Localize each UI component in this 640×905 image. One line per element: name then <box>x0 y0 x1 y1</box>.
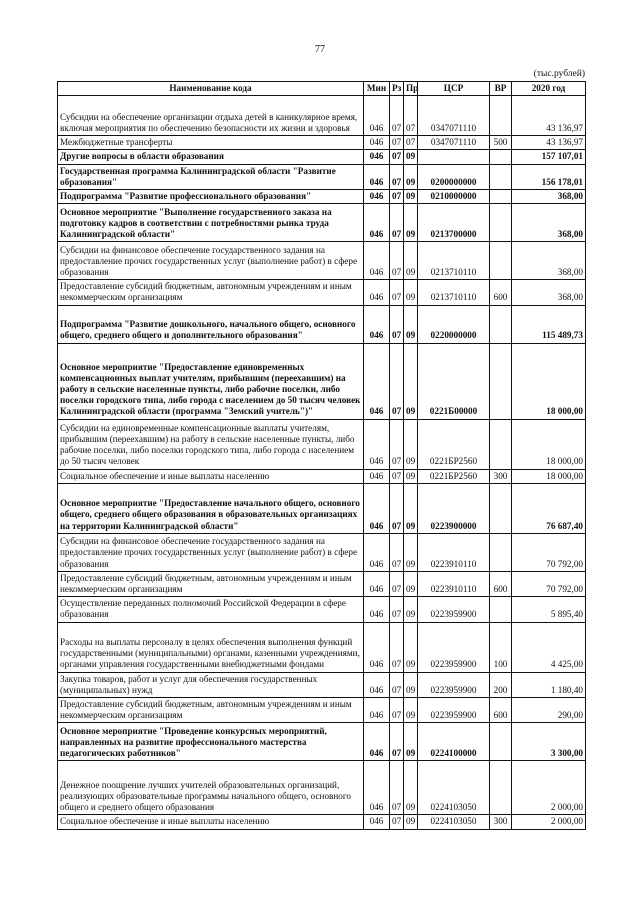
row-vr-cell: 300 <box>490 469 512 483</box>
row-name-cell: Субсидии на финансовое обеспечение государственного задания на предоставление прочих государственных услуг (выполнение работ) в сфере образования <box>58 533 364 571</box>
row-sum-cell: 18 000,00 <box>512 419 586 469</box>
row-name-cell: Другие вопросы в области образования <box>58 150 364 164</box>
row-pr-cell: 09 <box>404 164 418 189</box>
col-header-year: 2020 год <box>512 82 586 96</box>
row-sum-cell: 368,00 <box>512 242 586 280</box>
row-pr-cell: 09 <box>404 571 418 596</box>
table-row <box>58 419 586 469</box>
row-csr-cell: 0223910110 <box>418 533 490 571</box>
row-min-cell: 046 <box>364 190 390 204</box>
row-csr-cell: 0224100000 <box>418 723 490 761</box>
row-name-cell: Основное мероприятие "Проведение конкурсных мероприятий, направленных на развитие профессионального мастерства педагогических работников" <box>58 723 364 761</box>
header-row <box>58 82 586 96</box>
row-vr-cell: 600 <box>490 571 512 596</box>
row-name-cell: Основное мероприятие "Выполнение государственного заказа на подготовку кадров в соответствии с потребностями рынка труда Калининградской области" <box>58 204 364 242</box>
row-rz-cell: 07 <box>390 419 404 469</box>
row-sum-cell: 368,00 <box>512 280 586 305</box>
row-vr-cell: 600 <box>490 280 512 305</box>
table-row <box>58 136 586 150</box>
row-sum-cell: 157 107,01 <box>512 150 586 164</box>
row-rz-cell: 07 <box>390 150 404 164</box>
row-csr-cell: 0224103050 <box>418 761 490 815</box>
row-sum-cell: 70 792,00 <box>512 533 586 571</box>
row-rz-cell: 07 <box>390 280 404 305</box>
col-header-name: Наименование кода <box>58 82 364 96</box>
row-rz-cell: 07 <box>390 190 404 204</box>
row-min-cell: 046 <box>364 571 390 596</box>
unit-note: (тыс.рублей) <box>533 69 585 79</box>
row-sum-cell: 2 000,00 <box>512 815 586 829</box>
row-csr-cell: 0213710110 <box>418 242 490 280</box>
row-csr-cell: 0223910110 <box>418 571 490 596</box>
table-row <box>58 96 586 136</box>
row-vr-cell <box>490 483 512 533</box>
row-rz-cell: 07 <box>390 242 404 280</box>
row-csr-cell: 0213700000 <box>418 204 490 242</box>
col-header-vr: ВР <box>490 82 512 96</box>
row-pr-cell: 09 <box>404 190 418 204</box>
row-pr-cell: 09 <box>404 150 418 164</box>
table-row <box>58 815 586 829</box>
row-csr-cell: 0347071110 <box>418 136 490 150</box>
row-sum-cell: 18 000,00 <box>512 343 586 419</box>
row-name-cell: Основное мероприятие "Предоставление единовременных компенсационных выплат учителям, прибывшим (переехавшим) на работу в сельские населенные пункты, либо рабочие поселки, либо поселки городского типа, либо города с населением до 50 тысяч человек Калининградской области (программа "Земский учитель")" <box>58 343 364 419</box>
table-row <box>58 242 586 280</box>
row-sum-cell: 76 687,40 <box>512 483 586 533</box>
row-pr-cell: 09 <box>404 622 418 672</box>
row-csr-cell: 0223959900 <box>418 672 490 697</box>
row-name-cell: Осуществление переданных полномочий Российской Федерации в сфере образования <box>58 597 364 622</box>
row-name-cell: Межбюджетные трансферты <box>58 136 364 150</box>
row-name-cell: Расходы на выплаты персоналу в целях обеспечения выполнения функций государственными (муниципальными) органами, казенными учреждениями, органами управления государственными внебюджетными фондами <box>58 622 364 672</box>
col-header-min: Мин <box>364 82 390 96</box>
row-pr-cell: 09 <box>404 204 418 242</box>
row-csr-cell: 0347071110 <box>418 96 490 136</box>
table-row <box>58 164 586 189</box>
row-sum-cell: 290,00 <box>512 698 586 723</box>
row-rz-cell: 07 <box>390 343 404 419</box>
row-rz-cell: 07 <box>390 305 404 343</box>
row-name-cell: Предоставление субсидий бюджетным, автономным учреждениям и иным некоммерческим организациям <box>58 280 364 305</box>
row-rz-cell: 07 <box>390 597 404 622</box>
row-name-cell: Подпрограмма "Развитие дошкольного, начального общего, основного общего, среднего общего и дополнительного образования" <box>58 305 364 343</box>
row-min-cell: 046 <box>364 280 390 305</box>
table-row <box>58 190 586 204</box>
row-csr-cell: 0221Б00000 <box>418 343 490 419</box>
row-rz-cell: 07 <box>390 136 404 150</box>
row-vr-cell: 200 <box>490 672 512 697</box>
row-csr-cell: 0221БР2560 <box>418 469 490 483</box>
row-min-cell: 046 <box>364 96 390 136</box>
row-csr-cell: 0210000000 <box>418 190 490 204</box>
row-name-cell: Предоставление субсидий бюджетным, автономным учреждениям и иным некоммерческим организациям <box>58 571 364 596</box>
row-pr-cell: 07 <box>404 136 418 150</box>
row-name-cell: Подпрограмма "Развитие профессионального образования" <box>58 190 364 204</box>
row-name-cell: Предоставление субсидий бюджетным, автономным учреждениям и иным некоммерческим организациям <box>58 698 364 723</box>
row-csr-cell: 0224103050 <box>418 815 490 829</box>
table-row <box>58 597 586 622</box>
row-sum-cell: 18 000,00 <box>512 469 586 483</box>
row-pr-cell: 09 <box>404 597 418 622</box>
table-row <box>58 483 586 533</box>
row-name-cell: Субсидии на обеспечение организации отдыха детей в каникулярное время, включая мероприятия по обеспечению безопасности их жизни и здоровья <box>58 96 364 136</box>
row-csr-cell: 0223959900 <box>418 597 490 622</box>
table-row <box>58 343 586 419</box>
row-rz-cell: 07 <box>390 164 404 189</box>
col-header-pr: Пр <box>404 82 418 96</box>
row-sum-cell: 4 425,00 <box>512 622 586 672</box>
row-rz-cell: 07 <box>390 723 404 761</box>
row-pr-cell: 09 <box>404 280 418 305</box>
row-vr-cell <box>490 164 512 189</box>
row-pr-cell: 07 <box>404 96 418 136</box>
row-min-cell: 046 <box>364 597 390 622</box>
row-vr-cell <box>490 242 512 280</box>
row-name-cell: Государственная программа Калининградской области "Развитие образования" <box>58 164 364 189</box>
row-min-cell: 046 <box>364 483 390 533</box>
row-min-cell: 046 <box>364 343 390 419</box>
row-rz-cell: 07 <box>390 622 404 672</box>
row-vr-cell: 500 <box>490 136 512 150</box>
row-rz-cell: 07 <box>390 483 404 533</box>
table-row <box>58 280 586 305</box>
row-sum-cell: 156 178,01 <box>512 164 586 189</box>
row-min-cell: 046 <box>364 698 390 723</box>
row-sum-cell: 2 000,00 <box>512 761 586 815</box>
budget-table <box>57 81 586 830</box>
table-row <box>58 571 586 596</box>
row-sum-cell: 43 136,97 <box>512 136 586 150</box>
row-name-cell: Закупка товаров, работ и услуг для обеспечения государственных (муниципальных) нужд <box>58 672 364 697</box>
row-min-cell: 046 <box>364 136 390 150</box>
row-name-cell: Основное мероприятие "Предоставление начального общего, основного общего, среднего общего образования в образовательных организациях на территории Калининградской области" <box>58 483 364 533</box>
row-min-cell: 046 <box>364 723 390 761</box>
row-pr-cell: 09 <box>404 483 418 533</box>
row-sum-cell: 115 489,73 <box>512 305 586 343</box>
table-row <box>58 723 586 761</box>
row-csr-cell <box>418 150 490 164</box>
row-pr-cell: 09 <box>404 419 418 469</box>
row-rz-cell: 07 <box>390 469 404 483</box>
row-rz-cell: 07 <box>390 533 404 571</box>
row-pr-cell: 09 <box>404 533 418 571</box>
row-sum-cell: 43 136,97 <box>512 96 586 136</box>
row-min-cell: 046 <box>364 469 390 483</box>
row-sum-cell: 368,00 <box>512 204 586 242</box>
row-csr-cell: 0223900000 <box>418 483 490 533</box>
row-rz-cell: 07 <box>390 761 404 815</box>
row-rz-cell: 07 <box>390 96 404 136</box>
row-rz-cell: 07 <box>390 815 404 829</box>
row-name-cell: Социальное обеспечение и иные выплаты населению <box>58 815 364 829</box>
row-name-cell: Субсидии на финансовое обеспечение государственного задания на предоставление прочих государственных услуг (выполнение работ) в сфере образования <box>58 242 364 280</box>
table-row <box>58 469 586 483</box>
row-rz-cell: 07 <box>390 204 404 242</box>
row-vr-cell <box>490 343 512 419</box>
row-pr-cell: 09 <box>404 242 418 280</box>
row-vr-cell <box>490 761 512 815</box>
row-pr-cell: 09 <box>404 723 418 761</box>
row-vr-cell <box>490 96 512 136</box>
table-row <box>58 622 586 672</box>
row-pr-cell: 09 <box>404 761 418 815</box>
row-csr-cell: 0220000000 <box>418 305 490 343</box>
row-vr-cell: 100 <box>490 622 512 672</box>
row-pr-cell: 09 <box>404 672 418 697</box>
row-vr-cell <box>490 533 512 571</box>
row-pr-cell: 09 <box>404 698 418 723</box>
table-row <box>58 672 586 697</box>
row-pr-cell: 09 <box>404 815 418 829</box>
table-row <box>58 305 586 343</box>
row-vr-cell <box>490 204 512 242</box>
row-rz-cell: 07 <box>390 571 404 596</box>
row-sum-cell: 3 300,00 <box>512 723 586 761</box>
row-pr-cell: 09 <box>404 305 418 343</box>
row-name-cell: Субсидии на единовременные компенсационные выплаты учителям, прибывшим (переехавшим) на работу в сельские населенные пункты, либо рабочие поселки, либо поселки городского типа, либо города с населением до 50 тысяч человек <box>58 419 364 469</box>
table-row <box>58 204 586 242</box>
row-csr-cell: 0213710110 <box>418 280 490 305</box>
row-name-cell: Социальное обеспечение и иные выплаты населению <box>58 469 364 483</box>
row-vr-cell <box>490 190 512 204</box>
row-csr-cell: 0223959900 <box>418 698 490 723</box>
row-vr-cell <box>490 305 512 343</box>
row-min-cell: 046 <box>364 672 390 697</box>
row-min-cell: 046 <box>364 761 390 815</box>
col-header-rz: Рз <box>390 82 404 96</box>
row-sum-cell: 1 180,40 <box>512 672 586 697</box>
row-vr-cell <box>490 597 512 622</box>
row-min-cell: 046 <box>364 533 390 571</box>
row-vr-cell: 300 <box>490 815 512 829</box>
row-min-cell: 046 <box>364 419 390 469</box>
row-vr-cell <box>490 723 512 761</box>
row-rz-cell: 07 <box>390 698 404 723</box>
row-min-cell: 046 <box>364 622 390 672</box>
row-sum-cell: 70 792,00 <box>512 571 586 596</box>
row-vr-cell <box>490 150 512 164</box>
row-min-cell: 046 <box>364 815 390 829</box>
row-min-cell: 046 <box>364 150 390 164</box>
row-min-cell: 046 <box>364 164 390 189</box>
row-name-cell: Денежное поощрение лучших учителей образовательных организаций, реализующих образовательные программы начального общего, основного общего и среднего общего образования <box>58 761 364 815</box>
table-row <box>58 761 586 815</box>
row-csr-cell: 0223959900 <box>418 622 490 672</box>
row-csr-cell: 0221БР2560 <box>418 419 490 469</box>
row-csr-cell: 0200000000 <box>418 164 490 189</box>
table-row <box>58 533 586 571</box>
table-row <box>58 150 586 164</box>
col-header-csr: ЦСР <box>418 82 490 96</box>
row-min-cell: 046 <box>364 242 390 280</box>
row-sum-cell: 368,00 <box>512 190 586 204</box>
page-number: 77 <box>315 44 325 55</box>
row-rz-cell: 07 <box>390 672 404 697</box>
row-vr-cell <box>490 419 512 469</box>
row-min-cell: 046 <box>364 204 390 242</box>
row-pr-cell: 09 <box>404 343 418 419</box>
row-min-cell: 046 <box>364 305 390 343</box>
row-sum-cell: 5 895,40 <box>512 597 586 622</box>
table-row <box>58 698 586 723</box>
row-vr-cell: 600 <box>490 698 512 723</box>
row-pr-cell: 09 <box>404 469 418 483</box>
